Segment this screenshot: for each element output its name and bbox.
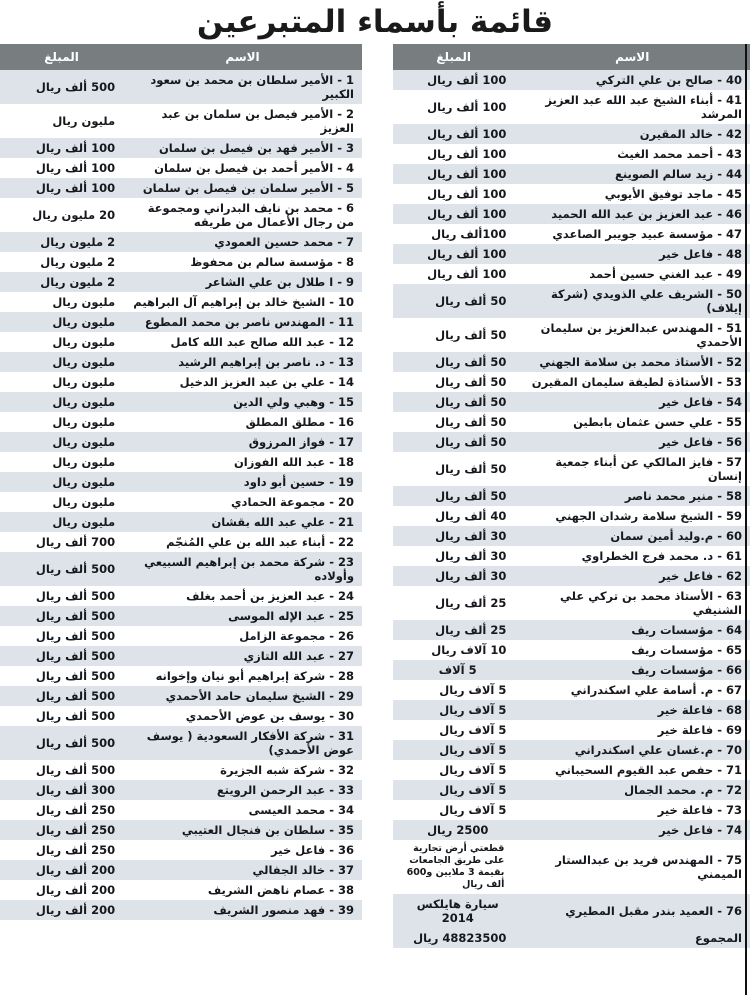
table-row	[0, 312, 362, 332]
donor-name-cell: 11 - المهندس ناصر بن محمد المطوع	[123, 312, 362, 332]
donor-name-cell: 12 - عبد الله صالح عبد الله كامل	[123, 332, 362, 352]
donor-amount-cell: 5 آلاف ريال	[393, 680, 514, 700]
donor-amount-cell: 5 آلاف ريال	[393, 760, 514, 780]
table-row-total	[393, 928, 750, 948]
donor-amount-cell: 100 ألف ريال	[393, 244, 514, 264]
donor-name-cell: 26 - مجموعة الزامل	[123, 626, 362, 646]
donor-amount-cell: 500 ألف ريال	[0, 706, 123, 726]
donor-amount-cell: 100 ألف ريال	[393, 184, 514, 204]
table-row	[0, 726, 362, 760]
donor-name-cell: 18 - عبد الله الفوزان	[123, 452, 362, 472]
donor-amount-cell: 100 ألف ريال	[393, 164, 514, 184]
donor-name-cell: 67 - م. أسامة علي اسكندراني	[514, 680, 750, 700]
table-row	[0, 840, 362, 860]
table-row	[393, 264, 750, 284]
donor-name-cell: 2 - الأمير فيصل بن سلمان بن عبد العزيز	[123, 104, 362, 138]
donor-amount-cell: مليون ريال	[0, 512, 123, 532]
table-row	[0, 880, 362, 900]
table-row	[0, 586, 362, 606]
donor-name-cell: 48 - فاعل خير	[514, 244, 750, 264]
table-row	[0, 552, 362, 586]
donor-name-cell: 46 - عبد العزيز بن عبد الله الحميد	[514, 204, 750, 224]
donor-name-cell: 57 - فايز المالكي عن أبناء جمعية إنسان	[514, 452, 750, 486]
table-row	[0, 626, 362, 646]
table-row	[393, 720, 750, 740]
donor-amount-cell: 500 ألف ريال	[0, 606, 123, 626]
table-row	[0, 512, 362, 532]
table-row	[0, 860, 362, 880]
donor-amount-cell: 20 مليون ريال	[0, 198, 123, 232]
donor-name-cell: 33 - عبد الرحمن الرويتع	[123, 780, 362, 800]
table-row	[0, 272, 362, 292]
table-row	[393, 224, 750, 244]
table-row	[0, 412, 362, 432]
donor-name-cell: 44 - زيد سالم الصوينع	[514, 164, 750, 184]
donor-amount-cell: 100 ألف ريال	[0, 158, 123, 178]
donor-name-cell: 25 - عبد الإله الموسى	[123, 606, 362, 626]
donor-name-cell: 36 - فاعل خير	[123, 840, 362, 860]
donor-name-cell: 63 - الأستاذ محمد بن تركي علي الشنيفي	[514, 586, 750, 620]
donor-name-cell: 72 - م. محمد الجمال	[514, 780, 750, 800]
table-row	[0, 820, 362, 840]
donor-name-cell: 19 - حسين أبو داود	[123, 472, 362, 492]
table-row	[0, 178, 362, 198]
donor-name-cell: 23 - شركة محمد بن إبراهيم السبيعي وأولاده	[123, 552, 362, 586]
donor-name-cell: 37 - خالد الجفالي	[123, 860, 362, 880]
donor-amount-cell: مليون ريال	[0, 452, 123, 472]
donor-name-cell: 35 - سلطان بن فنجال العتيبي	[123, 820, 362, 840]
donor-amount-cell: 250 ألف ريال	[0, 840, 123, 860]
donor-amount-cell: 500 ألف ريال	[0, 552, 123, 586]
donor-name-cell: 30 - يوسف بن عوض الأحمدي	[123, 706, 362, 726]
donor-name-cell: 21 - علي عبد الله بقشان	[123, 512, 362, 532]
table-row	[0, 332, 362, 352]
table-body-left	[393, 70, 750, 948]
column-header-amount: المبلغ	[393, 44, 514, 70]
donor-amount-cell: مليون ريال	[0, 292, 123, 312]
donor-amount-cell: 25 ألف ريال	[393, 586, 514, 620]
column-header-name: الاسم	[514, 44, 750, 70]
donor-amount-cell: 100 ألف ريال	[393, 204, 514, 224]
donor-name-cell: 40 - صالح بن علي التركي	[514, 70, 750, 90]
donor-amount-cell: مليون ريال	[0, 412, 123, 432]
donor-amount-cell: 250 ألف ريال	[0, 800, 123, 820]
donor-table-right	[0, 44, 362, 920]
table-row	[393, 506, 750, 526]
donor-name-cell: 75 - المهندس فريد بن عبدالستار الميمني	[514, 840, 750, 894]
donor-amount-cell: مليون ريال	[0, 312, 123, 332]
donor-amount-cell: 500 ألف ريال	[0, 70, 123, 104]
donor-amount-cell: 200 ألف ريال	[0, 860, 123, 880]
donor-amount-cell: 300 ألف ريال	[0, 780, 123, 800]
table-row	[393, 204, 750, 224]
donor-amount-cell: 500 ألف ريال	[0, 726, 123, 760]
table-row	[0, 532, 362, 552]
donor-name-cell: 14 - علي بن عبد العزيز الدخيل	[123, 372, 362, 392]
donor-amount-cell: 5 آلاف ريال	[393, 740, 514, 760]
donor-name-cell: 17 - فواز المرزوق	[123, 432, 362, 452]
donor-name-cell: 1 - الأمير سلطان بن محمد بن سعود الكبير	[123, 70, 362, 104]
donor-amount-cell: 50 ألف ريال	[393, 452, 514, 486]
donor-name-cell: 22 - أبناء عبد الله بن علي المُنجّم	[123, 532, 362, 552]
table-row	[393, 70, 750, 90]
table-row	[393, 780, 750, 800]
donor-amount-cell: 100 ألف ريال	[0, 138, 123, 158]
donor-amount-cell: 100 ألف ريال	[393, 90, 514, 124]
table-row	[0, 900, 362, 920]
donor-amount-cell: 500 ألف ريال	[0, 686, 123, 706]
donor-name-cell: 74 - فاعل خير	[514, 820, 750, 840]
donor-amount-cell: 10 آلاف ريال	[393, 640, 514, 660]
donor-amount-cell: 200 ألف ريال	[0, 880, 123, 900]
header-row	[0, 44, 362, 70]
donor-name-cell: 73 - فاعلة خير	[514, 800, 750, 820]
table-row	[393, 700, 750, 720]
donor-amount-cell: 500 ألف ريال	[0, 760, 123, 780]
donor-amount-cell: مليون ريال	[0, 492, 123, 512]
donor-name-cell: 28 - شركة إبراهيم أبو نيان وإخوانه	[123, 666, 362, 686]
donor-name-cell: 34 - محمد العيسى	[123, 800, 362, 820]
donor-amount-cell: 500 ألف ريال	[0, 666, 123, 686]
donor-amount-cell: مليون ريال	[0, 332, 123, 352]
donor-name-cell: 5 - الأمير سلمان بن فيصل بن سلمان	[123, 178, 362, 198]
table-row	[393, 680, 750, 700]
table-row	[393, 640, 750, 660]
donor-amount-cell: 5 آلاف	[393, 660, 514, 680]
page-title: قائمة بأسماء المتبرعين	[196, 4, 554, 40]
donor-amount-cell: 40 ألف ريال	[393, 506, 514, 526]
donor-amount-cell: 100 ألف ريال	[393, 70, 514, 90]
donor-amount-cell: مليون ريال	[0, 472, 123, 492]
donor-name-cell: 13 - د. ناصر بن إبراهيم الرشيد	[123, 352, 362, 372]
table-row	[0, 232, 362, 252]
table-row	[0, 472, 362, 492]
donor-table-left	[393, 44, 750, 948]
table-row	[393, 124, 750, 144]
donor-name-cell: 20 - مجموعة الحمادي	[123, 492, 362, 512]
table-row	[0, 158, 362, 178]
table-row	[0, 432, 362, 452]
donor-name-cell: 32 - شركة شبه الجزيرة	[123, 760, 362, 780]
table-row	[393, 586, 750, 620]
donor-amount-cell: 2 مليون ريال	[0, 232, 123, 252]
donor-name-cell: 8 - مؤسسة سالم بن محفوظ	[123, 252, 362, 272]
table-row	[393, 894, 750, 928]
table-row	[393, 318, 750, 352]
donor-amount-cell: 50 ألف ريال	[393, 284, 514, 318]
table-row	[393, 392, 750, 412]
donor-name-cell: 6 - محمد بن نايف البدراني ومجموعة من رجال الأعمال من طريقه	[123, 198, 362, 232]
table-header-right	[0, 44, 362, 70]
donor-amount-cell: 500 ألف ريال	[0, 586, 123, 606]
table-row	[393, 546, 750, 566]
table-row	[0, 492, 362, 512]
donor-amount-cell: 500 ألف ريال	[0, 646, 123, 666]
donor-amount-cell: مليون ريال	[0, 352, 123, 372]
table-body-right	[0, 70, 362, 920]
donor-amount-cell: مليون ريال	[0, 372, 123, 392]
donor-name-cell: 16 - مطلق المطلق	[123, 412, 362, 432]
table-row	[0, 646, 362, 666]
table-row	[393, 760, 750, 780]
donor-name-cell: 3 - الأمير فهد بن فيصل بن سلمان	[123, 138, 362, 158]
donor-name-cell: 45 - ماجد توفيق الأيوبي	[514, 184, 750, 204]
donor-amount-cell: 30 ألف ريال	[393, 526, 514, 546]
table-row	[393, 452, 750, 486]
table-row	[0, 706, 362, 726]
table-row	[393, 660, 750, 680]
table-row	[0, 452, 362, 472]
donor-amount-cell: 25 ألف ريال	[393, 620, 514, 640]
donor-name-cell: 62 - فاعل خير	[514, 566, 750, 586]
donor-name-cell: 55 - علي حسن عثمان بابطين	[514, 412, 750, 432]
table-row	[393, 566, 750, 586]
table-row	[0, 760, 362, 780]
donor-name-cell: 29 - الشيخ سليمان حامد الأحمدي	[123, 686, 362, 706]
table-row	[393, 486, 750, 506]
donor-amount-cell: قطعتي أرض تجارية على طريق الجامعات بقيمة 3 ملايين و600 ألف ريال	[393, 840, 514, 894]
table-row	[0, 372, 362, 392]
donor-amount-cell: 2 مليون ريال	[0, 252, 123, 272]
donor-name-cell: 42 - خالد المقيرن	[514, 124, 750, 144]
header-row	[393, 44, 750, 70]
table-row	[0, 198, 362, 232]
donor-amount-cell: 50 ألف ريال	[393, 412, 514, 432]
donor-name-cell: 71 - حفص عبد القيوم السحيباني	[514, 760, 750, 780]
donor-amount-cell: 100ألف ريال	[393, 224, 514, 244]
table-row	[0, 138, 362, 158]
table-row	[393, 740, 750, 760]
table-row	[0, 70, 362, 104]
donor-amount-cell: 5 آلاف ريال	[393, 780, 514, 800]
donor-amount-cell: مليون ريال	[0, 392, 123, 412]
donor-amount-cell: 5 آلاف ريال	[393, 700, 514, 720]
donor-name-cell: 38 - عصام ناهض الشريف	[123, 880, 362, 900]
donor-name-cell: 59 - الشيخ سلامة رشدان الجهني	[514, 506, 750, 526]
table-header-left	[393, 44, 750, 70]
donor-amount-cell: 250 ألف ريال	[0, 820, 123, 840]
table-row	[0, 666, 362, 686]
donor-amount-cell: 50 ألف ريال	[393, 318, 514, 352]
table-row	[0, 800, 362, 820]
donor-amount-cell: مليون ريال	[0, 104, 123, 138]
donor-amount-cell: 50 ألف ريال	[393, 392, 514, 412]
donor-amount-cell: 100 ألف ريال	[393, 264, 514, 284]
tables-container	[0, 44, 750, 948]
donor-name-cell: 41 - أبناء الشيخ عبد الله عبد العزيز المرشد	[514, 90, 750, 124]
table-row	[0, 252, 362, 272]
donor-name-cell: 49 - عبد الغني حسين أحمد	[514, 264, 750, 284]
donor-name-cell: 15 - وهبي ولي الدين	[123, 392, 362, 412]
donor-amount-cell: 48823500 ريال	[393, 928, 514, 948]
donor-name-cell: 56 - فاعل خير	[514, 432, 750, 452]
donor-amount-cell: 5 آلاف ريال	[393, 800, 514, 820]
donor-amount-cell: 100 ألف ريال	[393, 124, 514, 144]
donor-name-cell: 68 - فاعلة خير	[514, 700, 750, 720]
donor-amount-cell: 50 ألف ريال	[393, 432, 514, 452]
donor-name-cell: 61 - د. محمد فرج الخطراوي	[514, 546, 750, 566]
table-row	[0, 780, 362, 800]
donor-name-cell: 52 - الأستاذ محمد بن سلامة الجهني	[514, 352, 750, 372]
donor-name-cell: المجموع	[514, 928, 750, 948]
donor-name-cell: 43 - أحمد محمد الغيث	[514, 144, 750, 164]
donor-name-cell: 39 - فهد منصور الشريف	[123, 900, 362, 920]
table-row	[393, 820, 750, 840]
donor-name-cell: 10 - الشيخ خالد بن إبراهيم آل البراهيم	[123, 292, 362, 312]
donor-name-cell: 27 - عبد الله التازي	[123, 646, 362, 666]
donor-name-cell: 60 - م.وليد أمين سمان	[514, 526, 750, 546]
donor-name-cell: 58 - منير محمد ناصر	[514, 486, 750, 506]
donor-amount-cell: 700 ألف ريال	[0, 532, 123, 552]
donor-amount-cell: 100 ألف ريال	[393, 144, 514, 164]
table-row	[0, 392, 362, 412]
table-row	[393, 432, 750, 452]
table-row	[393, 412, 750, 432]
table-row	[393, 184, 750, 204]
donor-name-cell: 66 - مؤسسات ريف	[514, 660, 750, 680]
donor-name-cell: 76 - العميد بندر مقبل المطيري	[514, 894, 750, 928]
table-row	[393, 620, 750, 640]
donor-amount-cell: 100 ألف ريال	[0, 178, 123, 198]
table-row	[0, 104, 362, 138]
donor-name-cell: 7 - محمد حسين العمودي	[123, 232, 362, 252]
table-row	[0, 292, 362, 312]
donor-amount-cell: 200 ألف ريال	[0, 900, 123, 920]
donor-name-cell: 65 - مؤسسات ريف	[514, 640, 750, 660]
column-header-name: الاسم	[123, 44, 362, 70]
table-row	[0, 352, 362, 372]
donor-name-cell: 47 - مؤسسة عبيد جويبر الصاعدي	[514, 224, 750, 244]
donor-name-cell: 64 - مؤسسات ريف	[514, 620, 750, 640]
table-row	[0, 686, 362, 706]
table-row	[393, 144, 750, 164]
donor-amount-cell: 50 ألف ريال	[393, 372, 514, 392]
table-row	[393, 284, 750, 318]
page-right-rule	[745, 44, 747, 995]
donor-amount-cell: 2500 ريال	[393, 820, 514, 840]
table-row	[393, 372, 750, 392]
donor-name-cell: 24 - عبد العزيز بن أحمد بغلف	[123, 586, 362, 606]
donor-name-cell: 69 - فاعلة خير	[514, 720, 750, 740]
donor-amount-cell: 500 ألف ريال	[0, 626, 123, 646]
donor-name-cell: 9 - ا طلال بن علي الشاعر	[123, 272, 362, 292]
donor-name-cell: 31 - شركة الأفكار السعودية ( يوسف عوض الأحمدي)	[123, 726, 362, 760]
donor-amount-cell: سيارة هايلكس 2014	[393, 894, 514, 928]
table-row	[393, 526, 750, 546]
donor-name-cell: 54 - فاعل خير	[514, 392, 750, 412]
donor-name-cell: 53 - الأستاذة لطيفة سليمان المقيرن	[514, 372, 750, 392]
table-row	[393, 244, 750, 264]
donor-amount-cell: 5 آلاف ريال	[393, 720, 514, 740]
table-row	[393, 840, 750, 894]
table-row	[393, 800, 750, 820]
table-row	[0, 606, 362, 626]
column-header-amount: المبلغ	[0, 44, 123, 70]
donor-name-cell: 70 - م.غسان علي اسكندراني	[514, 740, 750, 760]
donor-amount-cell: 2 مليون ريال	[0, 272, 123, 292]
donor-name-cell: 4 - الأمير أحمد بن فيصل بن سلمان	[123, 158, 362, 178]
table-row	[393, 90, 750, 124]
donor-amount-cell: 30 ألف ريال	[393, 566, 514, 586]
donor-amount-cell: 50 ألف ريال	[393, 352, 514, 372]
table-row	[393, 352, 750, 372]
table-row	[393, 164, 750, 184]
donor-amount-cell: مليون ريال	[0, 432, 123, 452]
donor-amount-cell: 30 ألف ريال	[393, 546, 514, 566]
donor-amount-cell: 50 ألف ريال	[393, 486, 514, 506]
donor-name-cell: 50 - الشريف علي الذويدي (شركة إيلاف)	[514, 284, 750, 318]
donor-name-cell: 51 - المهندس عبدالعزيز بن سليمان الأحمدي	[514, 318, 750, 352]
